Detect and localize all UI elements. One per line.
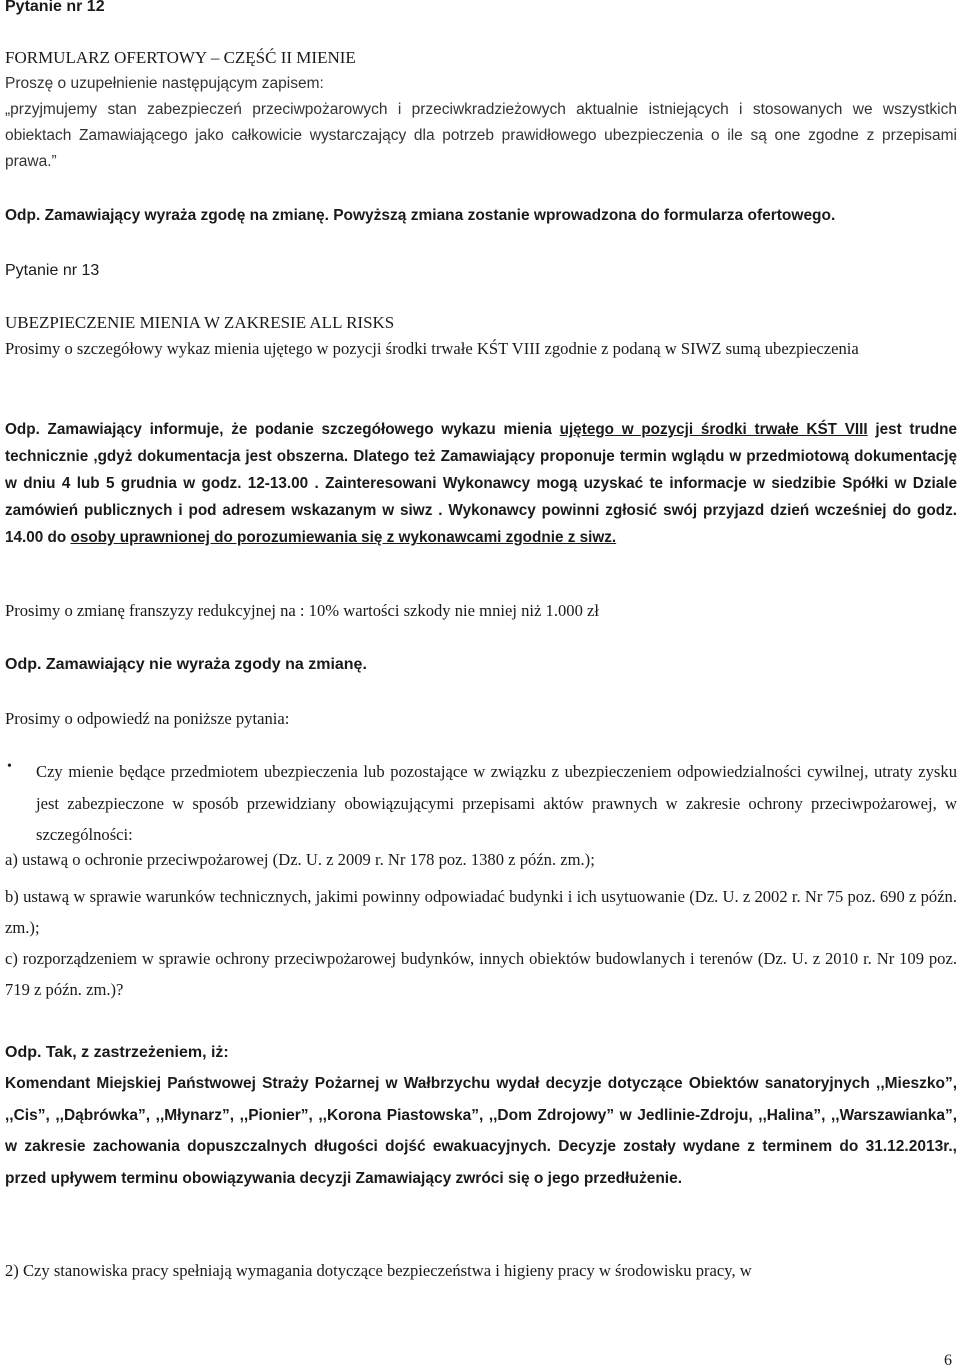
q12-heading: Pytanie nr 12 — [5, 0, 105, 15]
bullet-text-content: Czy mienie będące przedmiotem ubezpieczenia lub pozostające w związku z ubezpieczeniem odpowiedzialności cywilnej, utraty zysku jest zabezpieczone w sposób przewidziany obowiązującymi przepisami aktów prawnych w zakresie ochrony przeciwpożarowej, w szczególności: — [36, 762, 957, 844]
item-2: 2) Czy stanowiska pracy spełniają wymagania dotyczące bezpieczeństwa i higieny pracy w środowisku pracy, w — [5, 1261, 752, 1280]
questions-intro: Prosimy o odpowiedź na poniższe pytania: — [5, 709, 290, 728]
bullet-text — [36, 756, 957, 851]
item-c: c) rozporządzeniem w sprawie ochrony przeciwpożarowej budynków, innych obiektów budowlanych i terenów (Dz. U. z 2010 r. Nr 109 poz. 719 z późn. zm.)? — [5, 949, 957, 999]
q13-heading: Pytanie nr 13 — [5, 262, 100, 279]
q12-answer: Odp. Zamawiający wyraża zgodę na zmianę. Powyższą zmiana zostanie wprowadzona do formularza ofertowego. — [5, 207, 836, 224]
deductible-answer: Odp. Zamawiający nie wyraża zgody na zmianę. — [5, 656, 367, 673]
item-b: b) ustawą w sprawie warunków technicznych, jakimi powinny odpowiadać budynki i ich usytuowanie (Dz. U. z 2002 r. Nr 75 poz. 690 z późn. zm.); — [5, 887, 957, 937]
q12-request: Proszę o uzupełnienie następującym zapisem: — [5, 75, 324, 92]
q13-answer-underlined2: osoby uprawnionej do porozumiewania się z wykonawcami zgodnie z siwz. — [70, 529, 617, 546]
deductible-request: Prosimy o zmianę franszyzy redukcyjnej na : 10% wartości szkody nie mniej niż 1.000 zł — [5, 601, 599, 620]
page-number: 6 — [944, 1352, 952, 1369]
q13-answer-part2: jest trudne technicznie ,gdyż dokumentacja jest obszerna. Dlatego też Zamawiający proponuje termin wglądu w przedmiotową dokumentację w dniu 4 lub 5 grudnia w godz. 12-13.00 . Zainteresowani Wykonawcy mogą uzyskać te informacje w siedzibie Spółki w Dziale zamówień publicznych i pod adresem wskazanym w siwz . Wykonawcy powinni zgłosić swój przyjazd dzień wcześniej do godz. 14.00 do — [5, 421, 958, 546]
answer2-text: Komendant Miejskiej Państwowej Straży Pożarnej w Wałbrzychu wydał decyzje dotyczące Obiektów sanatoryjnych ,,Mieszko”, ,,Cis”, ,,Dąbrówka”, ,,Młynarz”, ,,Pionier”, ,,Korona Piastowska”, ,,Dom Zdrojowy” w Jedlinie-Zdroju, ,,Halina”, ,,Warszawianka”, w zakresie zachowania dopuszczalnych długości dojść ewakuacyjnych. Decyzje zostały wydane z terminem do 31.12.2013r., przed upływem terminu obowiązywania decyzji Zamawiający zwróci się o jego przedłużenie. — [5, 1075, 957, 1187]
answer2-intro: Odp. Tak, z zastrzeżeniem, iż: — [5, 1044, 229, 1061]
q13-answer — [5, 416, 957, 551]
q13-section-title: UBEZPIECZENIE MIENIA W ZAKRESIE ALL RISKS — [5, 313, 395, 332]
q12-quote: „przyjmujemy stan zabezpieczeń przeciwpożarowych i przeciwkradzieżowych aktualnie istniejących i stosowanych we wszystkich obiektach Zamawiającego jako całkowicie wystarczający dla potrzeb prawidłowego ubezpieczenia o ile są one zgodne z przepisami prawa.” — [5, 101, 957, 170]
bullet-icon: • — [7, 759, 12, 774]
item-a: a) ustawą o ochronie przeciwpożarowej (Dz. U. z 2009 r. Nr 178 poz. 1380 z późn. zm.); — [5, 850, 595, 869]
q12-form-title: FORMULARZ OFERTOWY – CZĘŚĆ II MIENIE — [5, 48, 356, 67]
q13-request: Prosimy o szczegółowy wykaz mienia ujętego w pozycji środki trwałe KŚT VIII zgodnie z podaną w SIWZ sumą ubezpieczenia — [5, 339, 859, 358]
q13-answer-part1: Odp. Zamawiający informuje, że podanie szczegółowego wykazu mienia — [5, 421, 560, 438]
q13-answer-underlined1: ujętego w pozycji środki trwałe KŚT VIII — [559, 421, 868, 438]
